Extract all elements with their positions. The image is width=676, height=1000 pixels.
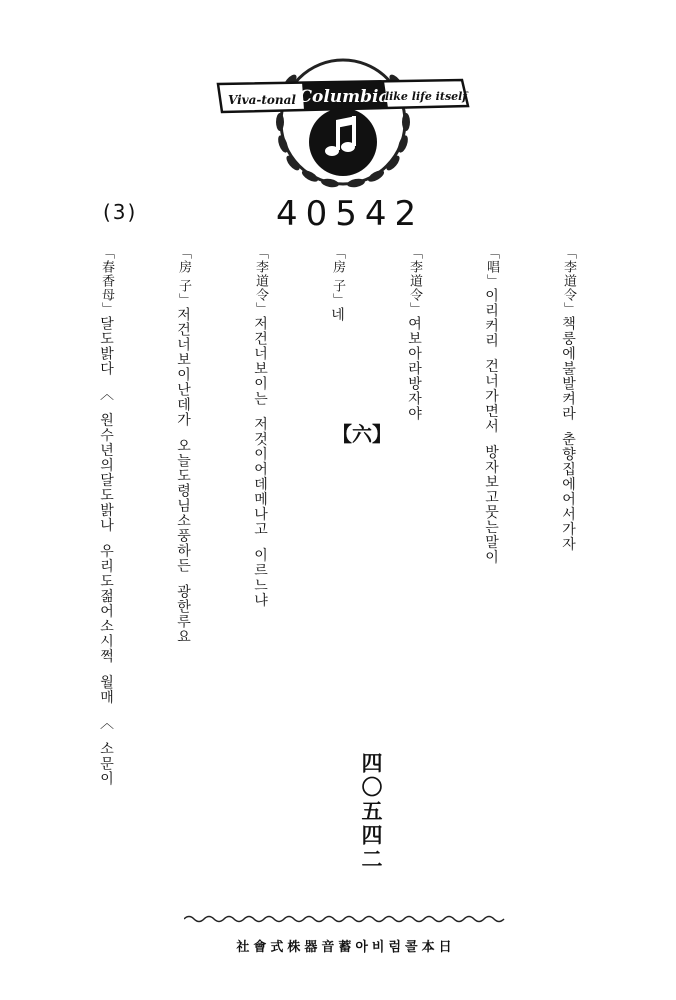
speaker-label: 「春香母」 — [99, 246, 114, 316]
section-marker: 【六】 — [332, 422, 392, 446]
record-number: 40542 — [276, 194, 425, 234]
line-text: 네 — [329, 307, 345, 323]
line-text: 여보아라방자야 — [406, 316, 422, 421]
script-line — [0, 246, 14, 926]
speaker-label: 「唱」 — [484, 246, 499, 288]
script-line — [433, 246, 501, 926]
publisher-footer: 社會式株器音蓄아비럼콜本日 — [236, 940, 456, 955]
wavy-divider — [184, 912, 509, 926]
line-text: 저건너보이는 저것이어데메나고 이르느냐 — [252, 316, 268, 608]
page-number: (3) — [103, 200, 138, 224]
speaker-label: 「李道令」 — [253, 246, 268, 316]
catalog-number: 四〇五四二 — [359, 752, 384, 872]
speaker-label: 「李道令」 — [407, 246, 422, 316]
speaker-label: 「李道令」 — [561, 246, 576, 316]
libretto-text — [98, 246, 578, 926]
banner-left: Viva-tonal — [228, 93, 296, 107]
speaker-label: 「房 子」 — [176, 246, 191, 308]
script-line — [510, 246, 578, 926]
line-text: 달도밝다 〈 원수년의달도밝나 우리도젊어소시쩍 월매 〈 소문이 — [98, 316, 114, 787]
speaker-label: 「房 子」 — [330, 246, 345, 308]
script-line — [202, 246, 270, 926]
line-text: 이리커리 건너가면서 방자보고뭇는말이 — [483, 288, 499, 565]
banner-right: like life itself — [384, 90, 468, 103]
script-line — [125, 246, 193, 926]
line-text: 저건너보이난데가 오늘도령님소풍하든 광한루요 — [175, 307, 191, 644]
brand-name: Columbia — [298, 87, 390, 107]
script-line — [48, 246, 116, 926]
script-line — [279, 246, 347, 926]
columbia-logo — [212, 42, 474, 192]
line-text: 책룽에불발켜라 춘향집에어서가자 — [560, 316, 576, 552]
